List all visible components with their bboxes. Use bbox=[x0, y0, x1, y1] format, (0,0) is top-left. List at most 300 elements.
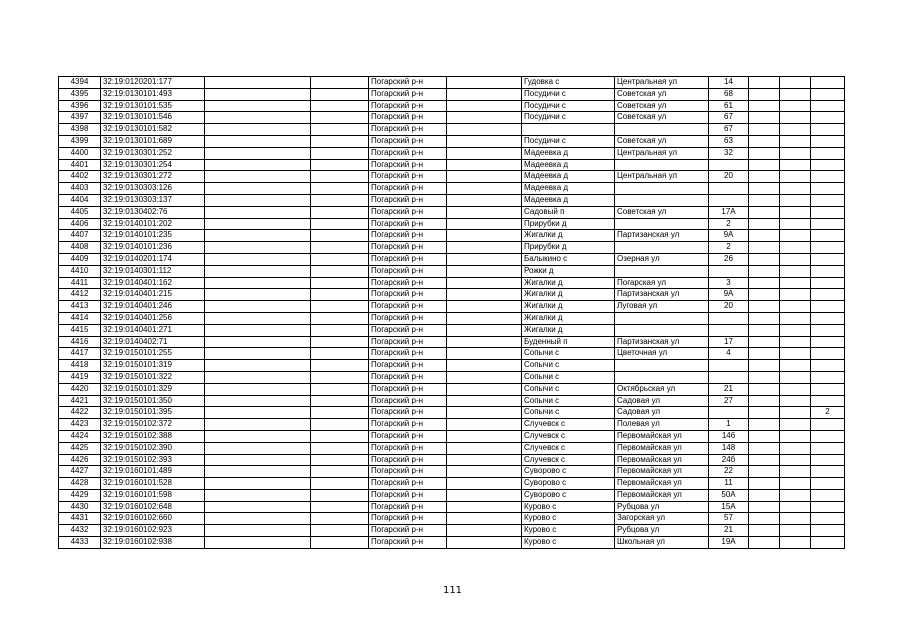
table-cell bbox=[311, 513, 369, 525]
table-cell bbox=[811, 265, 845, 277]
table-cell bbox=[205, 336, 311, 348]
table-cell bbox=[780, 501, 811, 513]
table-cell bbox=[205, 242, 311, 254]
table-cell bbox=[749, 478, 780, 490]
table-cell bbox=[811, 206, 845, 218]
table-cell bbox=[780, 253, 811, 265]
table-cell: Погарский р-н bbox=[369, 513, 447, 525]
table-cell bbox=[749, 501, 780, 513]
table-cell bbox=[447, 478, 522, 490]
table-cell: 11 bbox=[709, 478, 749, 490]
table-cell: 2 bbox=[709, 218, 749, 230]
table-cell bbox=[205, 230, 311, 242]
table-cell: Погарский р-н bbox=[369, 277, 447, 289]
table-cell bbox=[311, 336, 369, 348]
table-cell: Суворово с bbox=[522, 478, 615, 490]
table-cell: 4429 bbox=[59, 489, 101, 501]
table-cell: Жигалки д bbox=[522, 301, 615, 313]
table-cell bbox=[780, 112, 811, 124]
table-cell: 4422 bbox=[59, 407, 101, 419]
table-cell bbox=[311, 454, 369, 466]
table-cell: 4421 bbox=[59, 395, 101, 407]
table-cell bbox=[447, 242, 522, 254]
table-cell: Мадеевка д bbox=[522, 194, 615, 206]
table-cell: 4411 bbox=[59, 277, 101, 289]
table-cell: Рожки д bbox=[522, 265, 615, 277]
table-cell: Сопычи с bbox=[522, 360, 615, 372]
table-cell bbox=[811, 489, 845, 501]
table-cell: 67 bbox=[709, 112, 749, 124]
table-row bbox=[59, 218, 845, 230]
table-cell bbox=[615, 124, 709, 136]
table-cell: Погарский р-н bbox=[369, 112, 447, 124]
table-cell: Погарский р-н bbox=[369, 289, 447, 301]
table-cell: Погарский р-н bbox=[369, 501, 447, 513]
table-cell bbox=[811, 348, 845, 360]
table-cell: 21 bbox=[709, 525, 749, 537]
table-cell bbox=[811, 100, 845, 112]
table-cell bbox=[205, 371, 311, 383]
table-cell: Садовая ул bbox=[615, 407, 709, 419]
table-cell bbox=[311, 301, 369, 313]
table-cell bbox=[780, 430, 811, 442]
table-cell: Погарский р-н bbox=[369, 135, 447, 147]
table-cell bbox=[311, 159, 369, 171]
table-cell bbox=[811, 230, 845, 242]
table-cell bbox=[311, 501, 369, 513]
table-cell bbox=[811, 371, 845, 383]
table-cell: 32:19:0150102:388 bbox=[101, 430, 205, 442]
table-cell bbox=[447, 442, 522, 454]
table-cell bbox=[447, 336, 522, 348]
table-cell bbox=[205, 265, 311, 277]
table-cell bbox=[447, 312, 522, 324]
table-cell bbox=[522, 124, 615, 136]
table-cell: 32:19:0130301:254 bbox=[101, 159, 205, 171]
table-cell: 146 bbox=[709, 430, 749, 442]
table-cell: Цветочная ул bbox=[615, 348, 709, 360]
table-cell: 26 bbox=[709, 253, 749, 265]
table-cell bbox=[447, 430, 522, 442]
table-cell bbox=[447, 100, 522, 112]
table-cell bbox=[749, 360, 780, 372]
table-cell bbox=[749, 112, 780, 124]
table-cell bbox=[205, 466, 311, 478]
table-cell bbox=[311, 478, 369, 490]
table-cell bbox=[205, 395, 311, 407]
table-cell: Октябрьская ул bbox=[615, 383, 709, 395]
table-cell: 32:19:0150101:322 bbox=[101, 371, 205, 383]
table-cell: Случевск с bbox=[522, 454, 615, 466]
table-cell: Центральная ул bbox=[615, 77, 709, 89]
table-cell bbox=[749, 395, 780, 407]
table-cell: 4412 bbox=[59, 289, 101, 301]
table-cell: Погарский р-н bbox=[369, 171, 447, 183]
table-cell bbox=[709, 407, 749, 419]
table-cell: Случевск с bbox=[522, 430, 615, 442]
table-cell: Погарский р-н bbox=[369, 348, 447, 360]
table-cell: 4409 bbox=[59, 253, 101, 265]
table-cell bbox=[749, 230, 780, 242]
table-cell: Погарский р-н bbox=[369, 206, 447, 218]
table-cell: 32:19:0160102:938 bbox=[101, 537, 205, 549]
table-cell bbox=[447, 147, 522, 159]
table-cell: 17А bbox=[709, 206, 749, 218]
table-cell: Полевая ул bbox=[615, 419, 709, 431]
table-cell: 32:19:0150102:393 bbox=[101, 454, 205, 466]
table-cell bbox=[447, 489, 522, 501]
table-cell bbox=[811, 466, 845, 478]
table-cell bbox=[811, 336, 845, 348]
table-cell bbox=[205, 194, 311, 206]
table-cell bbox=[780, 242, 811, 254]
table-cell: 32:19:0130101:546 bbox=[101, 112, 205, 124]
table-row bbox=[59, 77, 845, 89]
table-row bbox=[59, 124, 845, 136]
table-cell bbox=[780, 265, 811, 277]
table-cell: Погарский р-н bbox=[369, 442, 447, 454]
table-cell bbox=[780, 183, 811, 195]
table-cell bbox=[749, 77, 780, 89]
table-cell: Погарский р-н bbox=[369, 147, 447, 159]
table-cell bbox=[749, 253, 780, 265]
table-cell: Погарский р-н bbox=[369, 100, 447, 112]
table-cell bbox=[780, 348, 811, 360]
table-cell: 32:19:0130301:252 bbox=[101, 147, 205, 159]
table-cell: 4430 bbox=[59, 501, 101, 513]
table-cell: 4415 bbox=[59, 324, 101, 336]
table-cell bbox=[811, 124, 845, 136]
table-row bbox=[59, 112, 845, 124]
table-cell: Луговая ул bbox=[615, 301, 709, 313]
table-cell: Буденный п bbox=[522, 336, 615, 348]
table-cell: Погарский р-н bbox=[369, 537, 447, 549]
table-cell bbox=[780, 537, 811, 549]
table-row bbox=[59, 466, 845, 478]
table-cell: Посудичи с bbox=[522, 88, 615, 100]
table-cell bbox=[205, 147, 311, 159]
table-cell bbox=[780, 336, 811, 348]
table-cell bbox=[780, 88, 811, 100]
table-cell bbox=[709, 371, 749, 383]
table-cell: 4400 bbox=[59, 147, 101, 159]
table-cell: Советская ул bbox=[615, 112, 709, 124]
table-cell: Погарский р-н bbox=[369, 253, 447, 265]
table-cell: Первомайская ул bbox=[615, 478, 709, 490]
table-cell: 20 bbox=[709, 171, 749, 183]
table-row bbox=[59, 537, 845, 549]
table-cell bbox=[749, 430, 780, 442]
table-cell bbox=[311, 312, 369, 324]
table-cell bbox=[615, 324, 709, 336]
table-cell: Прирубки д bbox=[522, 218, 615, 230]
table-cell bbox=[811, 253, 845, 265]
table-cell bbox=[780, 218, 811, 230]
table-cell bbox=[615, 194, 709, 206]
table-cell: Жигалки д bbox=[522, 289, 615, 301]
table-cell: 15А bbox=[709, 501, 749, 513]
table-cell bbox=[749, 442, 780, 454]
table-cell bbox=[311, 466, 369, 478]
table-cell: Курово с bbox=[522, 501, 615, 513]
table-cell bbox=[311, 277, 369, 289]
table-cell bbox=[749, 466, 780, 478]
table-cell: 32:19:0130101:535 bbox=[101, 100, 205, 112]
table-cell: Жигалки д bbox=[522, 324, 615, 336]
table-cell bbox=[311, 395, 369, 407]
table-cell bbox=[205, 360, 311, 372]
table-cell: 14 bbox=[709, 77, 749, 89]
table-cell bbox=[447, 395, 522, 407]
table-cell: 32:19:0130101:493 bbox=[101, 88, 205, 100]
table-cell bbox=[447, 159, 522, 171]
table-cell: Первомайская ул bbox=[615, 466, 709, 478]
table-cell: Погарский р-н bbox=[369, 371, 447, 383]
table-cell bbox=[205, 218, 311, 230]
table-row bbox=[59, 360, 845, 372]
table-row bbox=[59, 135, 845, 147]
table-cell: Погарский р-н bbox=[369, 407, 447, 419]
table-cell: Погарский р-н bbox=[369, 466, 447, 478]
table-cell bbox=[205, 489, 311, 501]
table-cell bbox=[749, 289, 780, 301]
table-cell bbox=[749, 100, 780, 112]
table-cell bbox=[811, 112, 845, 124]
table-cell bbox=[447, 112, 522, 124]
table-cell bbox=[311, 265, 369, 277]
table-row bbox=[59, 419, 845, 431]
table-row bbox=[59, 88, 845, 100]
table-cell bbox=[205, 513, 311, 525]
table-cell bbox=[205, 407, 311, 419]
table-cell bbox=[205, 124, 311, 136]
table-cell bbox=[780, 124, 811, 136]
table-cell bbox=[311, 430, 369, 442]
table-row bbox=[59, 147, 845, 159]
table-cell bbox=[311, 407, 369, 419]
table-cell bbox=[447, 537, 522, 549]
table-cell bbox=[811, 525, 845, 537]
table-cell bbox=[205, 383, 311, 395]
table-cell bbox=[709, 360, 749, 372]
table-cell: 2 bbox=[709, 242, 749, 254]
page-number: 111 bbox=[442, 585, 463, 596]
table-cell: 4394 bbox=[59, 77, 101, 89]
table-cell bbox=[447, 230, 522, 242]
table-cell bbox=[811, 478, 845, 490]
table-cell: 32:19:0130101:582 bbox=[101, 124, 205, 136]
table-cell bbox=[749, 88, 780, 100]
table-cell bbox=[205, 88, 311, 100]
table-cell: Садовая ул bbox=[615, 395, 709, 407]
table-cell: Сопычи с bbox=[522, 348, 615, 360]
table-cell: 32:19:0150101:395 bbox=[101, 407, 205, 419]
table-cell: Сопычи с bbox=[522, 395, 615, 407]
table-cell: 21 bbox=[709, 383, 749, 395]
table-cell: Погарский р-н bbox=[369, 265, 447, 277]
table-cell bbox=[780, 171, 811, 183]
table-cell: Погарская ул bbox=[615, 277, 709, 289]
table-cell: Случевск с bbox=[522, 442, 615, 454]
table-cell bbox=[780, 419, 811, 431]
table-cell: 32:19:0140301:112 bbox=[101, 265, 205, 277]
table-cell: Погарский р-н bbox=[369, 159, 447, 171]
table-cell bbox=[811, 171, 845, 183]
table-cell bbox=[311, 147, 369, 159]
table-cell: Партизанская ул bbox=[615, 230, 709, 242]
table-cell: Погарский р-н bbox=[369, 525, 447, 537]
table-row bbox=[59, 395, 845, 407]
table-cell: Жигалки д bbox=[522, 277, 615, 289]
table-cell: 2 bbox=[811, 407, 845, 419]
table-cell: Загорская ул bbox=[615, 513, 709, 525]
table-cell: 4399 bbox=[59, 135, 101, 147]
table-row bbox=[59, 183, 845, 195]
table-cell: Сопычи с bbox=[522, 371, 615, 383]
table-cell bbox=[447, 301, 522, 313]
table-cell: 32:19:0140401:162 bbox=[101, 277, 205, 289]
table-cell bbox=[749, 419, 780, 431]
table-cell bbox=[311, 537, 369, 549]
table-cell: Курово с bbox=[522, 525, 615, 537]
table-cell bbox=[749, 242, 780, 254]
table-cell: 61 bbox=[709, 100, 749, 112]
table-cell: 4423 bbox=[59, 419, 101, 431]
table-cell bbox=[205, 100, 311, 112]
table-cell: Сопычи с bbox=[522, 407, 615, 419]
table-cell bbox=[447, 371, 522, 383]
table-cell bbox=[780, 147, 811, 159]
table-cell: Первомайская ул bbox=[615, 442, 709, 454]
table-cell bbox=[205, 171, 311, 183]
table-cell bbox=[749, 171, 780, 183]
table-cell bbox=[447, 348, 522, 360]
table-cell bbox=[811, 77, 845, 89]
table-row bbox=[59, 242, 845, 254]
table-cell bbox=[749, 147, 780, 159]
table-cell: 32:19:0130101:689 bbox=[101, 135, 205, 147]
table-cell: Мадеевка д bbox=[522, 147, 615, 159]
table-cell: Советская ул bbox=[615, 88, 709, 100]
table-cell: 32:19:0130303:137 bbox=[101, 194, 205, 206]
table-cell: Погарский р-н bbox=[369, 383, 447, 395]
table-cell bbox=[205, 135, 311, 147]
table-cell bbox=[749, 407, 780, 419]
table-cell bbox=[311, 525, 369, 537]
table-cell bbox=[811, 88, 845, 100]
table-row bbox=[59, 277, 845, 289]
table-cell bbox=[311, 348, 369, 360]
table-cell: 32:19:0130402:76 bbox=[101, 206, 205, 218]
table-row bbox=[59, 253, 845, 265]
table-cell: 32:19:0130303:126 bbox=[101, 183, 205, 195]
table-cell bbox=[205, 430, 311, 442]
table-cell: Погарский р-н bbox=[369, 183, 447, 195]
table-cell: 4396 bbox=[59, 100, 101, 112]
table-cell: Мадеевка д bbox=[522, 171, 615, 183]
table-cell bbox=[749, 194, 780, 206]
table-cell: Партизанская ул bbox=[615, 336, 709, 348]
table-cell bbox=[205, 112, 311, 124]
table-cell: Погарский р-н bbox=[369, 336, 447, 348]
table-cell: 17 bbox=[709, 336, 749, 348]
table-row bbox=[59, 336, 845, 348]
table-cell bbox=[749, 312, 780, 324]
table-cell: 32:19:0160101:598 bbox=[101, 489, 205, 501]
table-cell: Погарский р-н bbox=[369, 430, 447, 442]
table-cell: 19А bbox=[709, 537, 749, 549]
table-cell bbox=[447, 124, 522, 136]
table-cell bbox=[749, 301, 780, 313]
table-cell: Балыкино с bbox=[522, 253, 615, 265]
table-row bbox=[59, 324, 845, 336]
table-cell: Партизанская ул bbox=[615, 289, 709, 301]
table-cell: Первомайская ул bbox=[615, 430, 709, 442]
table-cell bbox=[447, 183, 522, 195]
table-cell bbox=[780, 324, 811, 336]
table-cell bbox=[205, 501, 311, 513]
table-cell bbox=[205, 301, 311, 313]
table-cell bbox=[205, 277, 311, 289]
table-cell: 32:19:0150102:372 bbox=[101, 419, 205, 431]
table-cell bbox=[205, 537, 311, 549]
table-cell: Советская ул bbox=[615, 100, 709, 112]
table-cell: Садовый п bbox=[522, 206, 615, 218]
table-cell: Посудичи с bbox=[522, 100, 615, 112]
table-cell: 32:19:0150101:255 bbox=[101, 348, 205, 360]
table-cell bbox=[780, 206, 811, 218]
table-cell: 32:19:0160102:648 bbox=[101, 501, 205, 513]
table-cell bbox=[749, 159, 780, 171]
table-cell bbox=[780, 301, 811, 313]
table-cell: 4401 bbox=[59, 159, 101, 171]
table-cell: Гудовка с bbox=[522, 77, 615, 89]
table-cell: Погарский р-н bbox=[369, 478, 447, 490]
table-cell: 22 bbox=[709, 466, 749, 478]
table-row bbox=[59, 206, 845, 218]
table-cell: 4426 bbox=[59, 454, 101, 466]
table-cell: Случевск с bbox=[522, 419, 615, 431]
table-cell bbox=[749, 277, 780, 289]
table-cell bbox=[447, 513, 522, 525]
table-cell bbox=[749, 537, 780, 549]
table-cell bbox=[780, 289, 811, 301]
table-cell bbox=[749, 265, 780, 277]
table-cell: 68 bbox=[709, 88, 749, 100]
table-cell bbox=[749, 135, 780, 147]
table-cell bbox=[749, 324, 780, 336]
table-cell: Мадеевка д bbox=[522, 183, 615, 195]
table-cell: Рубцова ул bbox=[615, 501, 709, 513]
table-cell bbox=[205, 77, 311, 89]
table-cell: 4403 bbox=[59, 183, 101, 195]
registry-table bbox=[58, 76, 845, 549]
table-cell bbox=[615, 242, 709, 254]
table-cell: 4410 bbox=[59, 265, 101, 277]
table-row bbox=[59, 348, 845, 360]
table-cell bbox=[615, 265, 709, 277]
registry-table-body bbox=[59, 77, 845, 549]
table-cell bbox=[311, 88, 369, 100]
table-cell bbox=[447, 77, 522, 89]
table-cell: Первомайская ул bbox=[615, 454, 709, 466]
table-cell bbox=[447, 171, 522, 183]
table-row bbox=[59, 301, 845, 313]
table-cell: 4428 bbox=[59, 478, 101, 490]
table-cell bbox=[311, 112, 369, 124]
table-cell bbox=[811, 383, 845, 395]
table-cell bbox=[311, 206, 369, 218]
